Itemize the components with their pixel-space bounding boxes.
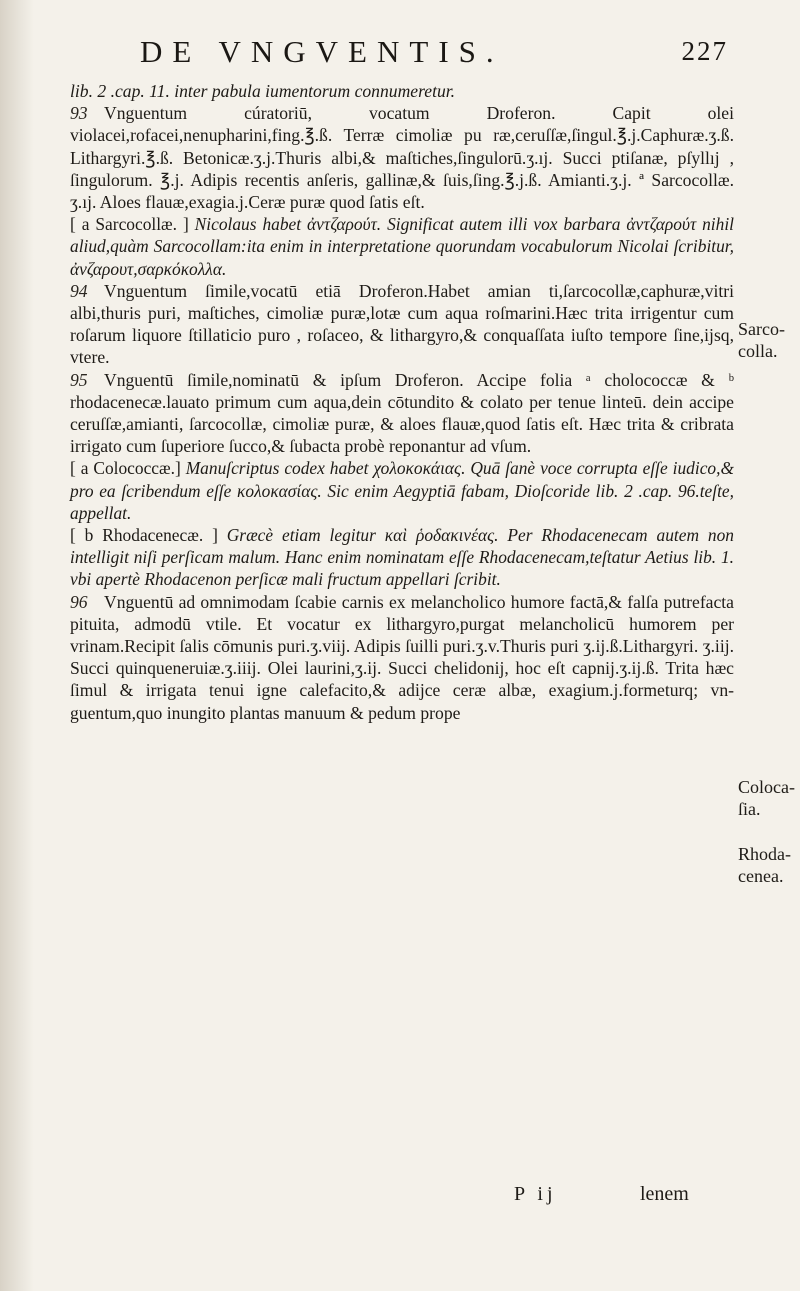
- annotation-label: [ b Rhodacenecæ. ]: [70, 525, 218, 546]
- running-head: DE VNGVENTIS.: [140, 34, 504, 69]
- margin-note-sarcocolla: Sarcocolla.: [738, 319, 785, 361]
- annotation-text: Manuſcriptus codex habet χολοκοκάιας. Quā ſanè voce corrupta eſſe iudico,& pro ea ſcribendum eſſe κολοκασίας. Sic enim Aegyptiā fabam, Dioſcoride lib. 2 .cap. 96.teſte, appellat.: [70, 458, 734, 523]
- recipe-93: [70, 102, 734, 213]
- margin-note-colocasia: Colocaſia.: [738, 777, 795, 819]
- recipe-text: Vnguentum cúratoriū, vocatum Droferon. Capit olei violacei,rofacei,nenupharini,fing.℥.ß. Terræ cimoliæ pu ræ,ceruſſæ,ſingul.℥.j.Caphuræ.ʒ.ß. Lithargyri.℥.ß. Betonicæ.ʒ.j.Thuris albi,& maſtiches,ſingulorū.ʒ.ıj. Succi ptiſanæ, pſyllıj , ſingulorum. ℥.j. Adipis recentis anſeris, gallinæ,& ſuis,ſing.℥.j.ß. Amianti.ʒ.j. ª Sarcocollæ. ʒ.ıj. Aloes flauæ,exagia.j.Ceræ puræ quod ſatis eſt.: [70, 103, 734, 213]
- page-footer: [0, 1183, 800, 1213]
- recipe-number: 95: [70, 369, 88, 390]
- recipe-number: 94: [70, 280, 88, 301]
- margin-note-rhodacenea: Rhodacenea.: [738, 844, 791, 886]
- margin-notes: [738, 0, 800, 1291]
- recipe-text: Vnguentum ſimile,vocatū etiā Droferon.Habet amian ti,ſarcocollæ,caphuræ,vitri albi,thuris puri, maſtiches, cimoliæ puræ,lotæ cum aqua roſmarini.Hæc trita irrigentur cum roſarum liquore ſtillaticio puro , roſaceo, & lithargyro,& conquaſſata iuſto tempore ſine,ijsq, vtere.: [70, 280, 734, 368]
- recipe-number: 93: [70, 103, 88, 124]
- annotation-label: [ a Colococcæ.]: [70, 458, 181, 479]
- annotation-label: [ a Sarcocollæ. ]: [70, 214, 189, 235]
- recipe-95: [70, 369, 734, 458]
- catchword: lenem: [640, 1183, 689, 1205]
- recipe-text: Vnguentū ad omnimodam ſcabie carnis ex melancholico humore factā,& falſa putrefacta pituita, admodū vtile. Et vocatur ex lithargyro,purgat melancholicū humorem per vrinam.Recipit ſalis cōmunis puri.ʒ.viij. Adipis ſuilli puri.ʒ.v.Thuris puri ʒ.ij.ß.Lithargyri. ʒ.iij. Succi quinqueneruiæ.ʒ.iiij. Olei laurini,ʒ.ij. Succi chelidonij, hoc eſt capnij.ʒ.ij.ß. Trita hæc ſimul & irrigata tenui igne calefacito,& adijce ceræ albæ, exagium.j.formeturq; vnguentum,quo inungito plantas manuum & pedum prope: [70, 591, 734, 723]
- gutter-shadow: [0, 0, 34, 1291]
- annotation-colococca: [70, 457, 734, 524]
- annotation-rhodacenea: [70, 524, 734, 591]
- annotation-text: Græcè etiam legitur καὶ ῥοδακινέας. Per Rhodacenecam autem non intelligit niſi perſicam malum. Hanc enim nominatam eſſe Rhodacenecam,teſtatur Aetius lib. 1. vbi apertè Rhodacenon perſicæ mali fructum appellari ſcribit.: [70, 525, 734, 590]
- page-header: [140, 34, 728, 74]
- recipe-96: [70, 591, 734, 724]
- page-number: 227: [681, 36, 728, 66]
- recipe-94: [70, 280, 734, 369]
- annotation-text: Nicolaus habet ἀντζαρούτ. Significat autem illi vox barbara ἀντζαρούτ nihil aliud,quàm Sarcocollam:ita enim in interpretatione quorundam vocabulorum Nicolai ſcribitur, ἀνζαρουτ,σαρκόκολλα.: [70, 214, 734, 279]
- annotation-sarcocolla: [70, 213, 734, 280]
- main-text: [70, 80, 734, 724]
- signature-mark: P ij: [514, 1183, 557, 1205]
- text-line-continuation: lib. 2 .cap. 11. inter pabula iumentorum connumeretur.: [70, 81, 456, 101]
- recipe-number: 96: [70, 591, 88, 612]
- recipe-text: Vnguentū ſimile,nominatū & ipſum Droferon. Accipe folia ᵃ cholococcæ & ᵇ rhodacenecæ.lauato primum cum aqua,dein cōtundito & colato per tenue linteū. dein accipe ceruſſæ,amianti, ſarcocollæ, cimoliæ puræ, & aloes flauæ,quod ſatis eſt. Hæc trita & cribrata irrigato cum ſuperiore ſucco,& ſubacta probè reponantur ad vſum.: [70, 369, 734, 457]
